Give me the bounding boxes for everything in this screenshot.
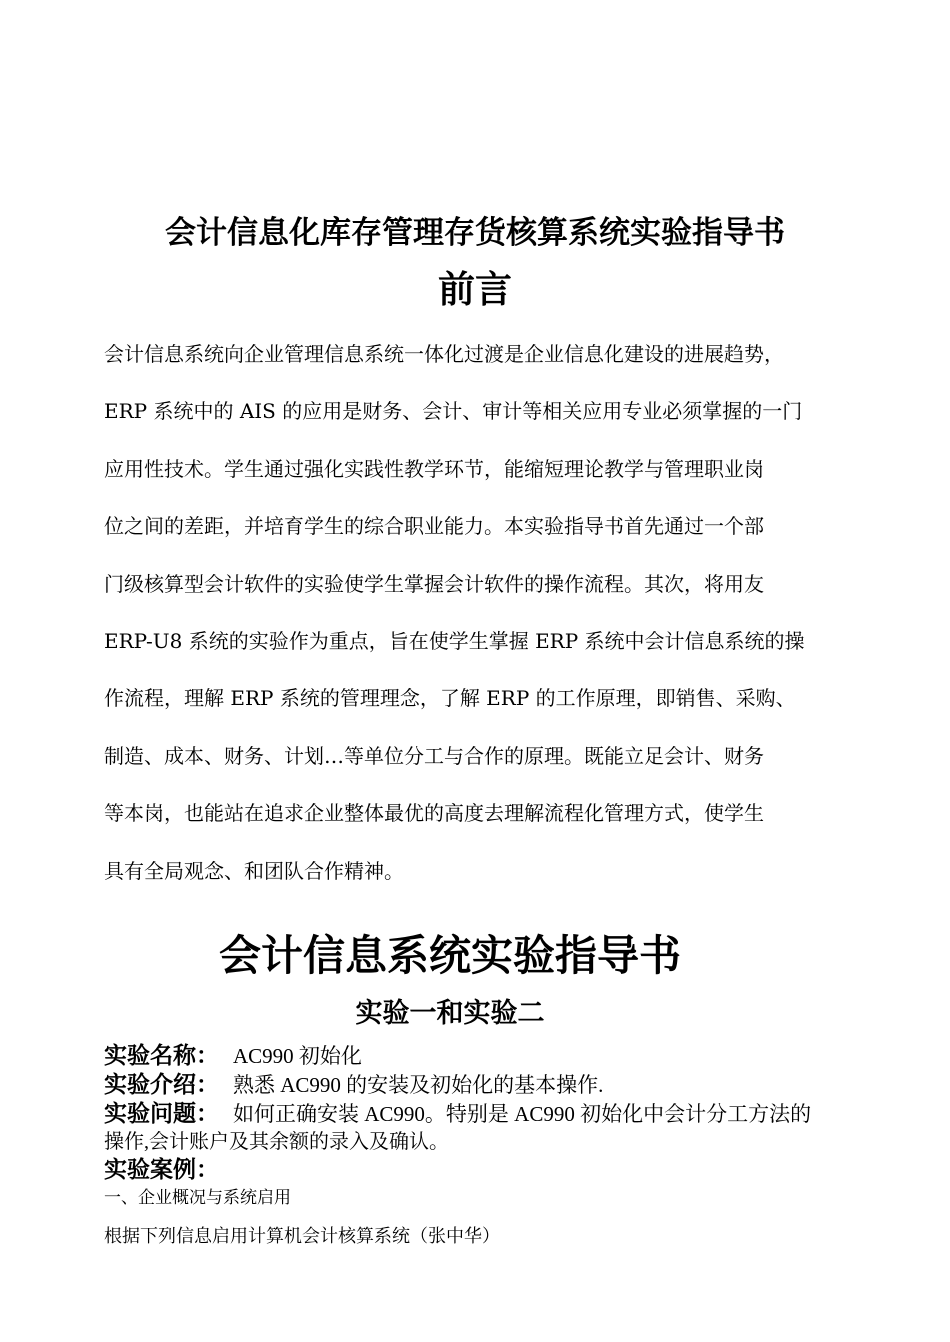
document-title: 会计信息化库存管理存货核算系统实验指导书 xyxy=(165,215,785,251)
preface-body xyxy=(104,326,834,900)
field-value: 如何正确安装 AC990。特别是 AC990 初始化中会计分工方法的 xyxy=(233,1102,812,1126)
field-value: AC990 初始化 xyxy=(233,1044,362,1068)
preface-line: 作流程，理解 ERP 系统的管理理念，了解 ERP 的工作原理，即销售、采购、 xyxy=(104,686,796,711)
preface-line: 会计信息系统向企业管理信息系统一体化过渡是企业信息化建设的进展趋势， xyxy=(104,342,784,366)
experiment-question-field xyxy=(104,1100,844,1128)
preface-line: 等本岗，也能站在追求企业整体最优的高度去理解流程化管理方式，使学生 xyxy=(104,801,764,826)
case-paragraph: 根据下列信息启用计算机会计核算系统（张中华） xyxy=(104,1226,500,1247)
section-title: 会计信息系统实验指导书 xyxy=(218,931,681,980)
field-value: 熟悉 AC990 的安装及初始化的基本操作. xyxy=(233,1073,604,1097)
preface-line: ERP 系统中的 AIS 的应用是财务、会计、审计等相关应用专业必须掌握的一门 xyxy=(104,399,803,424)
company-overview-heading: 一、企业概况与系统启用 xyxy=(104,1188,291,1208)
preface-line: 制造、成本、财务、计划…等单位分工与合作的原理。既能立足会计、财务 xyxy=(104,743,764,768)
experiment-intro-field xyxy=(104,1071,844,1099)
preface-line: 门级核算型会计软件的实验使学生掌握会计软件的操作流程。其次，将用友 xyxy=(104,571,764,596)
field-label: 实验案例： xyxy=(104,1157,219,1183)
field-label: 实验名称： xyxy=(104,1043,219,1069)
preface-line: 位之间的差距，并培育学生的综合职业能力。本实验指导书首先通过一个部 xyxy=(104,514,764,539)
preface-line: ERP-U8 系统的实验作为重点，旨在使学生掌握 ERP 系统中会计信息系统的操 xyxy=(104,628,805,653)
experiment-name-field xyxy=(104,1042,844,1070)
preface-line: 应用性技术。学生通过强化实践性教学环节，能缩短理论教学与管理职业岗 xyxy=(104,456,764,481)
experiment-question-continuation: 操作,会计账户及其余额的录入及确认。 xyxy=(104,1131,449,1153)
preface-line: 具有全局观念、和团队合作精神。 xyxy=(104,858,404,883)
preface-heading: 前言 xyxy=(438,268,512,311)
field-label: 实验问题： xyxy=(104,1101,219,1127)
field-label: 实验介绍： xyxy=(104,1072,219,1098)
experiment-case-field xyxy=(104,1156,844,1184)
section-subtitle: 实验一和实验二 xyxy=(355,998,545,1029)
